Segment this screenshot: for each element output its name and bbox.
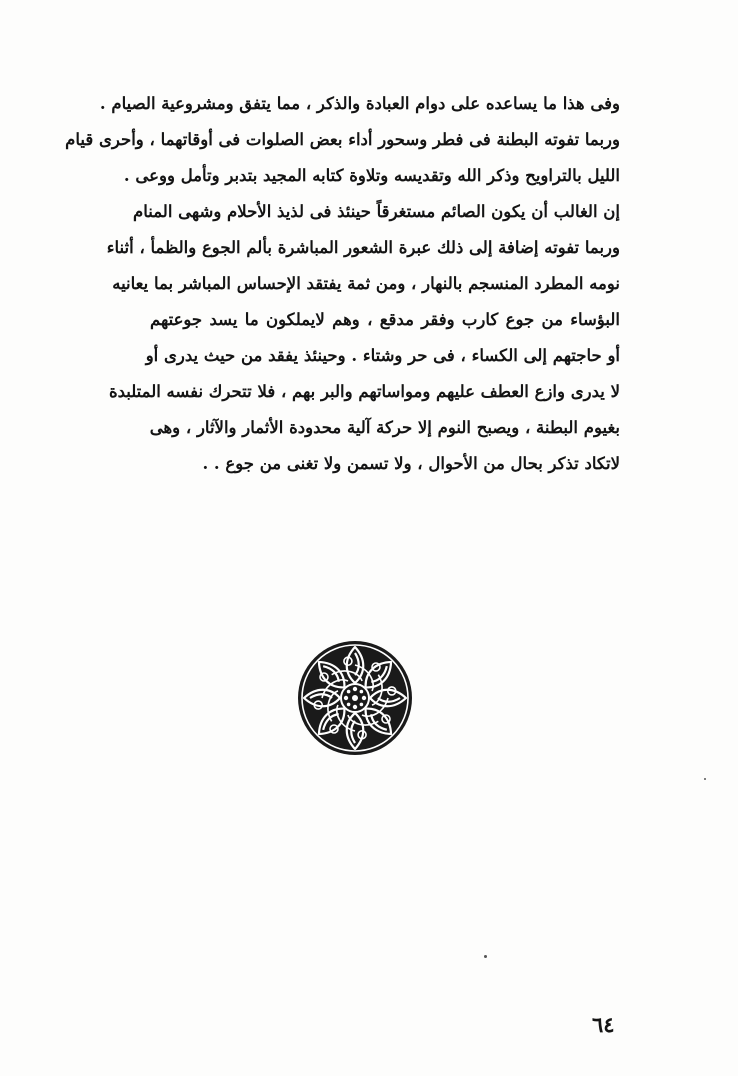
text-line: الليل بالتراويح وذكر الله وتقديسه وتلاوة كتابه المجيد بتدبر وتأمل ووعى . [123,166,620,185]
print-speck [704,778,706,780]
text-line: أو حاجتهم إلى الكساء ، فى حر وشتاء . وحينئذ يفقد من حيث يدرى أو [145,346,620,365]
text-line: لا يدرى وازع العطف عليهم ومواساتهم والبر بهم ، فلا تتحرك نفسه المتلبدة [108,382,620,401]
ornament-rosette-icon [296,639,414,757]
text-line: وربما تفوته البطنة فى فطر وسحور أداء بعض الصلوات فى أوقاتهما ، وأحرى قيام [65,130,620,149]
body-text [65,86,620,482]
text-line: لاتكاد تذكر بحال من الأحوال ، ولا تسمن ولا تغنى من جوع . . [202,454,620,473]
text-line: بغيوم البطنة ، ويصبح النوم إلا حركة آلية محدودة الأثمار والآثار ، وهى [149,418,620,437]
page-number: ٦٤ [592,1012,615,1037]
text-line: وربما تفوته إضافة إلى ذلك عبرة الشعور المباشرة بألم الجوع والظمأ ، أثناء [106,238,620,257]
text-line: وفى هذا ما يساعده على دوام العبادة والذكر ، مما يتفق ومشروعية الصيام . [99,94,620,113]
print-speck [484,955,487,958]
text-line: البؤساء من جوع كارب وفقر مدقع ، وهم لايملكون ما يسد جوعتهم [150,310,620,329]
text-line: إن الغالب أن يكون الصائم مستغرقاً حينئذ فى لذيذ الأحلام وشهى المنام [133,202,620,221]
text-line: نومه المطرد المنسجم بالنهار ، ومن ثمة يفتقد الإحساس المباشر بما يعانيه [112,274,620,293]
